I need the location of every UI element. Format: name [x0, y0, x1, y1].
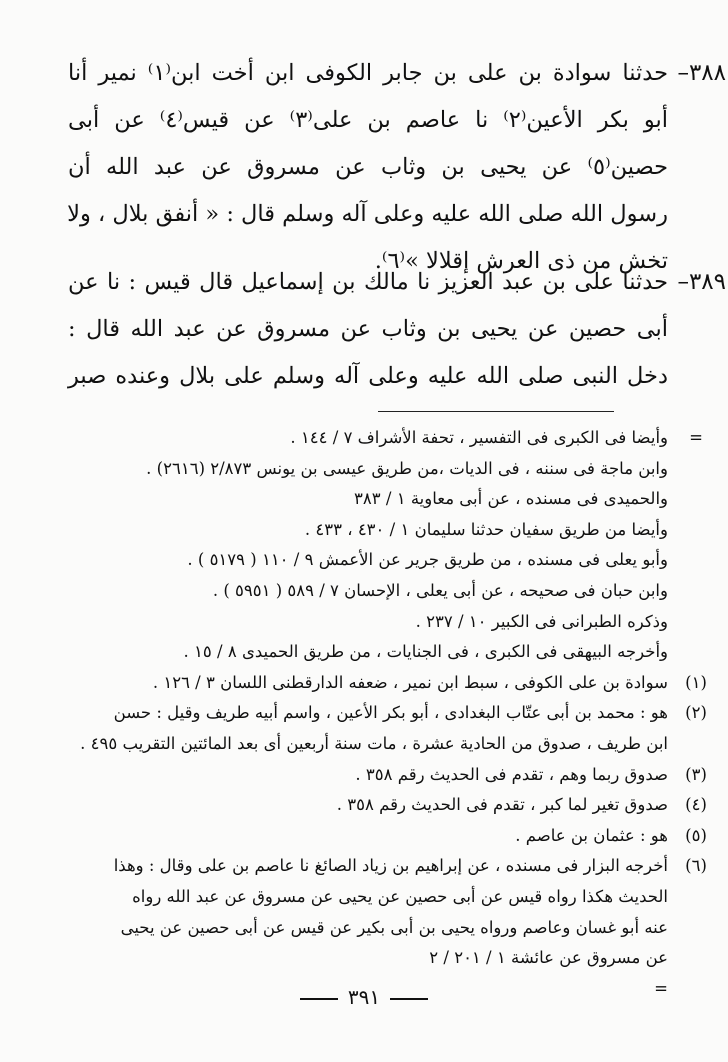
- footnote-text: =: [654, 978, 668, 998]
- footnote-marker: (٣): [685, 764, 707, 784]
- footnote-text: وابن حبان فى صحيحه ، عن أبى يعلى ، الإحسان ٧ / ٥٨٩ ( ٥٩٥١ ) .: [212, 580, 668, 600]
- footnote-text: هو : محمد بن أبى عتّاب البغدادى ، أبو بكر الأعين ، واسم أبيه طريف وقيل : حسن: [113, 703, 668, 723]
- footnote-text: صدوق ربما وهم ، تقدم فى الحديث رقم ٣٥٨ .: [355, 764, 668, 784]
- footnote-text: أخرجه البزار فى مسنده ، عن إبراهيم بن زياد الصائغ نا عاصم بن على وقال : وهذا: [113, 856, 668, 876]
- hadith-line: تخش من ذى العرش إقلالا »⁽٦⁾.: [374, 248, 668, 274]
- hadith-line: حصين⁽٥⁾ عن يحيى بن وثاب عن مسروق عن عبد الله أن: [68, 154, 668, 180]
- hadith-line: رسول الله صلى الله عليه وعلى آله وسلم قال : « أنفق بلال ، ولا: [67, 201, 668, 227]
- footnote-marker: (٢): [685, 703, 707, 723]
- hadith-line: أبو بكر الأعين⁽٢⁾ نا عاصم بن على⁽٣⁾ عن قيس⁽٤⁾ عن أبى: [68, 107, 669, 133]
- footnote-line: [78, 484, 668, 515]
- footnote-marker: =: [689, 428, 703, 447]
- footnote-text: صدوق تغير لما كبر ، تقدم فى الحديث رقم ٣٥٨ .: [336, 795, 668, 815]
- hadith-line: حدثنا على بن عبد العزيز نا مالك بن إسماعيل قال قيس : نا عن: [68, 269, 669, 295]
- footnote-text: وأخرجه البيهقى فى الكبرى ، فى الجنايات ، من طريق الحميدى ٨ / ١٥ .: [183, 642, 668, 662]
- footnote-line: [78, 698, 707, 729]
- footnote-text: الحديث هكذا رواه قيس عن أبى حصين عن يحيى عن مسروق عن عبد الله رواه: [132, 886, 668, 906]
- footnote-text: عن مسروق عن عائشة ١ / ٢٠١ / ٢: [429, 948, 668, 968]
- footnote-line: [78, 454, 668, 485]
- footnote-marker: (١): [685, 672, 707, 692]
- footnote-text: وأيضا فى الكبرى فى التفسير ، تحفة الأشراف ٧ / ١٤٤ .: [290, 428, 668, 447]
- footnote-line: [78, 515, 668, 546]
- footnote-text: هو : عثمان بن عاصم .: [515, 825, 668, 845]
- footnote-line: [78, 851, 707, 882]
- footnote-line: [78, 882, 668, 913]
- page-number-text: ٣٩١: [347, 985, 381, 1009]
- hadith-389: [68, 259, 726, 400]
- footnote-line: [78, 545, 668, 576]
- footnote-text: وأبو يعلى فى مسنده ، من طريق جرير عن الأعمش ٩ / ١١٠ ( ٥١٧٩ ) .: [187, 550, 668, 570]
- footnotes: [78, 423, 707, 1004]
- footnote-text: وأيضا من طريق سفيان حدثنا سليمان ١ / ٤٣٠ ، ٤٣٣ .: [304, 519, 668, 539]
- hadith-line: دخل النبى صلى الله عليه وعلى آله وسلم على بلال وعنده صبر: [68, 363, 668, 389]
- dash-decoration: [300, 998, 338, 1000]
- footnote-line: [78, 668, 707, 699]
- footnote-text: سوادة بن على الكوفى ، سبط ابن نمير ، ضعفه الدارقطنى اللسان ٣ / ١٢٦ .: [152, 672, 668, 692]
- footnote-text: وذكره الطبرانى فى الكبير ١٠ / ٢٣٧ .: [415, 611, 668, 631]
- footnote-line: [78, 760, 707, 791]
- footnote-line: [78, 607, 668, 638]
- footnote-marker: (٤): [685, 795, 707, 815]
- footnote-text: وابن ماجة فى سننه ، فى الديات ،من طريق عيسى بن يونس ٢/٨٧٣ (٢٦١٦) .: [146, 458, 668, 478]
- footnote-line: [78, 943, 668, 974]
- footnote-line: [78, 790, 707, 821]
- hadith-line: أبى حصين عن يحيى بن وثاب عن مسروق عن عبد الله قال :: [68, 316, 668, 342]
- footnote-line: [78, 423, 703, 454]
- footnote-line: [78, 821, 707, 852]
- page-number: [0, 985, 728, 1009]
- footnote-line: [78, 729, 668, 760]
- dash-decoration: [390, 998, 428, 1000]
- footnote-line: [78, 637, 668, 668]
- hadith-number: ٣٨٩–: [677, 269, 726, 295]
- hadith-number: ٣٨٨–: [677, 60, 726, 86]
- hadith-line: حدثنا سوادة بن على بن جابر الكوفى ابن أخت ابن⁽١⁾ نمير أنا: [68, 60, 668, 86]
- footnote-text: والحميدى فى مسنده ، عن أبى معاوية ١ / ٣٨٣: [354, 489, 668, 509]
- footnote-text: ابن طريف ، صدوق من الحادية عشرة ، مات سنة أربعين أى بعد المائتين التقريب ٤٩٥ .: [80, 733, 668, 753]
- footnote-divider: [378, 411, 614, 412]
- footnote-line: [78, 576, 668, 607]
- footnote-line: [78, 913, 668, 944]
- footnote-marker: (٦): [685, 856, 707, 876]
- footnote-text: عنه أبو غسان وعاصم ورواه يحيى بن أبى بكير عن قيس عن أبى حصين عن يحيى: [120, 917, 668, 937]
- footnote-marker: (٥): [685, 825, 707, 845]
